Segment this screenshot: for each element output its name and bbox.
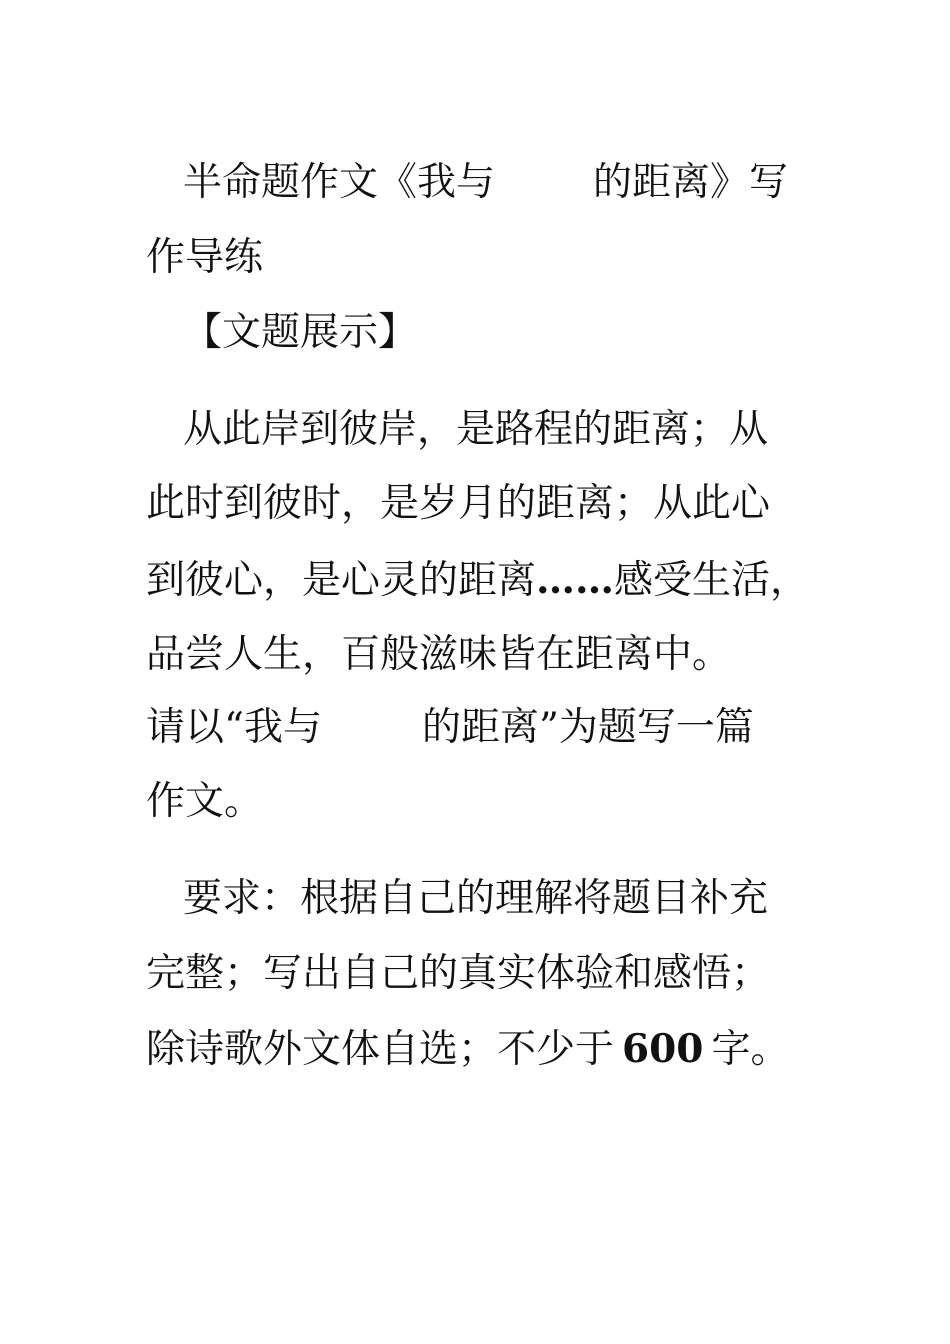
- title-part-2: 的距离》写: [593, 160, 789, 205]
- prompt-line-2: 此时到彼时，是岁月的距离；从此心: [146, 481, 771, 526]
- word-count: 600: [622, 1026, 704, 1072]
- requirements-line-2: 完整；写出自己的真实体验和感悟；: [146, 951, 771, 996]
- prompt-line-4: 品尝人生，百般滋味皆在距离中。: [146, 632, 732, 677]
- title-line-2: 作导练: [146, 235, 264, 280]
- prompt-line-3-b: 感受生活，: [614, 558, 810, 603]
- prompt-ellipsis: ……: [536, 557, 615, 603]
- section-heading: 【文题展示】: [183, 310, 418, 355]
- requirements-line-3: [146, 1024, 789, 1075]
- prompt-line-1: 从此岸到彼岸，是路程的距离；从: [183, 407, 769, 452]
- prompt-line-5-b: 的距离”为题写一篇: [421, 705, 754, 750]
- title-part-1: 半命题作文《我与: [183, 160, 496, 205]
- prompt-line-6: 作文。: [146, 779, 264, 824]
- requirements-line-3-a: 除诗歌外文体自选；不少于: [146, 1027, 615, 1072]
- requirements-line-3-b: 字。: [711, 1027, 790, 1072]
- prompt-line-5-a: 请以“我与: [146, 705, 322, 750]
- prompt-line-3: [146, 555, 809, 606]
- requirements-line-1: 要求：根据自己的理解将题目补充: [183, 876, 769, 921]
- prompt-line-3-a: 到彼心，是心灵的距离: [146, 558, 537, 603]
- prompt-line-5: [146, 703, 754, 753]
- title-line-1: [183, 158, 788, 208]
